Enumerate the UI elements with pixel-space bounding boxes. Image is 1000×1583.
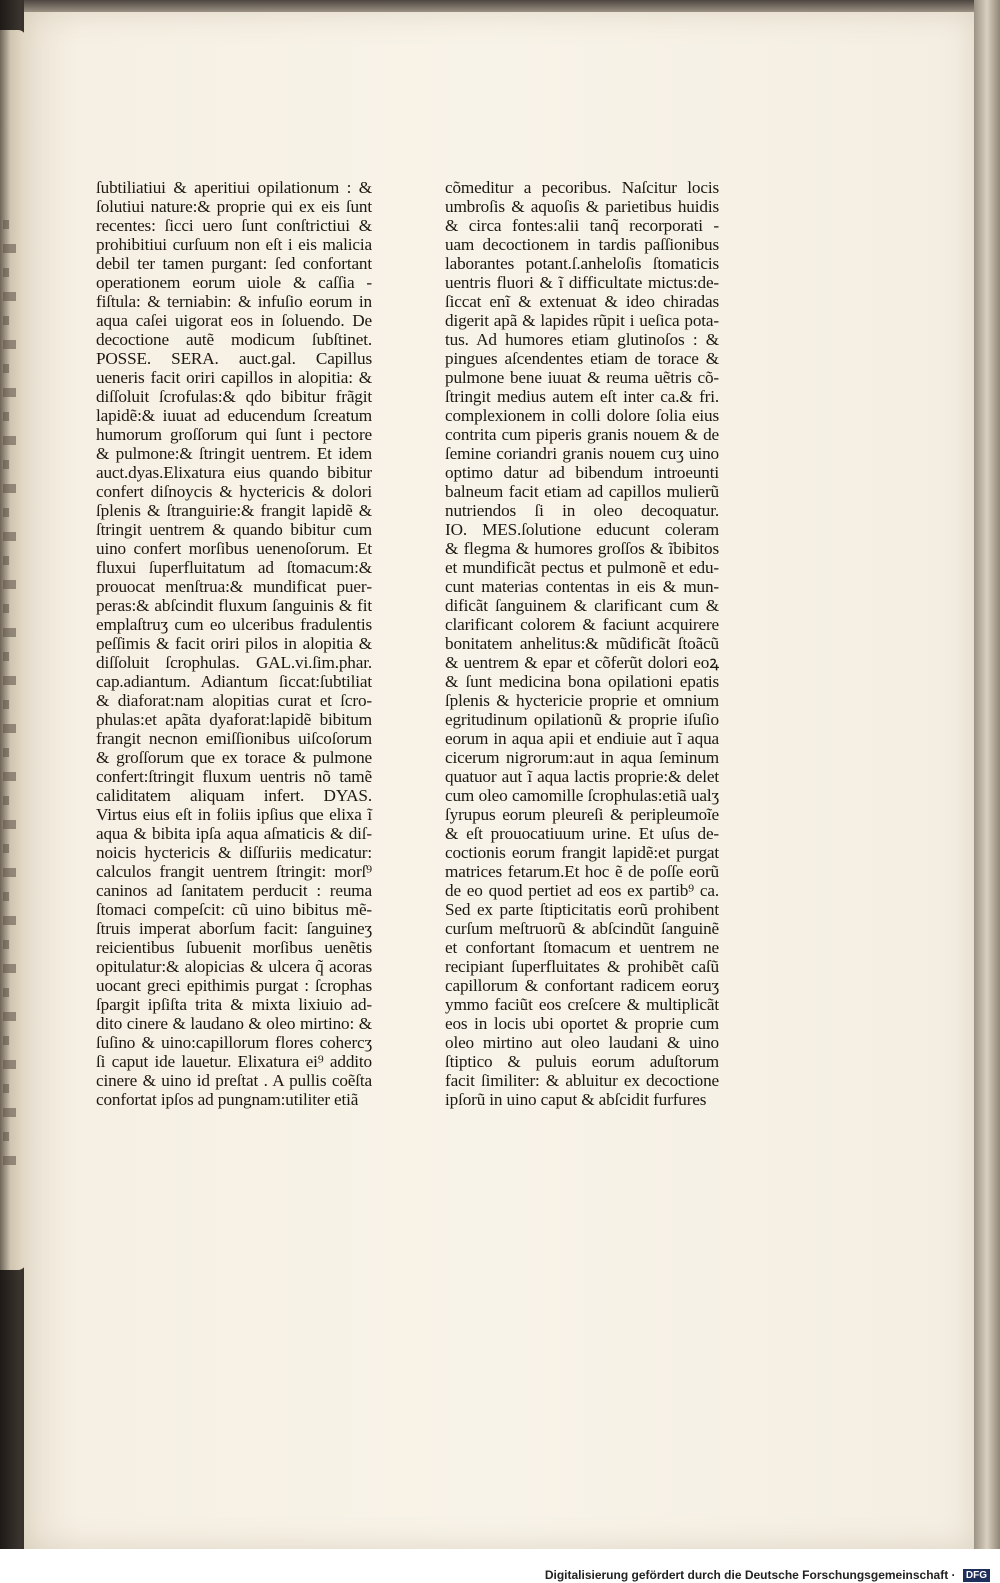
text-line: uentris fluori & ĩ difficultate mictus:de‑	[445, 273, 719, 292]
facing-page-text-fragment	[3, 556, 9, 565]
facing-page-text-fragment	[3, 964, 16, 973]
text-line: umbroſis & aquoſis & parietibus huidis	[445, 197, 719, 216]
text-line: laborantes potant.ſ.anheloſis ſtomaticis	[445, 254, 719, 273]
facing-page-text-fragment	[3, 316, 9, 325]
facing-page-text-fragment	[3, 1084, 9, 1093]
text-line: ueneris facit oriri capillos in alopitia: &	[96, 368, 372, 387]
digitization-credit	[545, 1568, 990, 1582]
facing-page-text-fragment	[3, 868, 16, 877]
text-line: eorum in aqua apii et endiuie aut ĩ aqua	[445, 729, 719, 748]
text-line: egritudinum opilationũ & proprie iſuſio	[445, 710, 719, 729]
right-text-column	[445, 178, 719, 1109]
text-line: balneum facit etiam ad capillos mulierũ	[445, 482, 719, 501]
text-line: ſpargit ipſiſta trita & mixta lixiuio ad‑	[96, 995, 372, 1014]
text-line: aqua & bibita ipſa aqua aſmaticis & diſ‑	[96, 824, 372, 843]
facing-page-text-fragment	[3, 268, 9, 277]
text-line: confortat ipſos ad pungnam:utiliter etiã	[96, 1090, 359, 1109]
text-line: ſtomaci compeſcit: cũ uino bibitus mẽ‑	[96, 900, 372, 919]
facing-page-text-fragment	[3, 796, 9, 805]
text-line: cap.adiantum. Adiantum ſiccat:ſubtiliat	[96, 672, 372, 691]
text-line: eos in locis ubi oportet & proprie cum	[445, 1014, 719, 1033]
text-line: uocant greci epithimis purgat : ſcrophas	[96, 976, 372, 995]
facing-page-text-fragment	[3, 292, 16, 301]
text-line: decoctione autẽ modicum ſubſtinet.	[96, 330, 372, 349]
text-line: & pulmone:& ſtringit uentrem. Et idem	[96, 444, 372, 463]
text-line: ſtruis imperat aborſum facit: ſanguineʒ	[96, 919, 372, 938]
text-line: auct.dyas.Elixatura eius quando bibitur	[96, 463, 372, 482]
text-line: complexionem in colli dolore ſolia eius	[445, 406, 719, 425]
text-line: de eo quod pertiet ad eos ex partib⁹ ca.	[445, 881, 719, 900]
facing-page-text-fragment	[3, 364, 9, 373]
facing-page-text-fragment	[3, 1132, 9, 1141]
text-line: & circa fontes:alii tanq̃ recorporati ‑	[445, 216, 719, 235]
text-line: tus. Ad humores etiam glutinoſos : &	[445, 330, 719, 349]
text-line: capillorum & confortant radicem eoruʒ	[445, 976, 719, 995]
text-line: uino confert morſibus uenenoſorum. Et	[96, 539, 372, 558]
facing-page-text-fragment	[3, 748, 9, 757]
text-line: & ſunt medicina bona opilationi epatis	[445, 672, 719, 691]
text-line: recipiant ſuperfluitates & prohibẽt caſũ	[445, 957, 719, 976]
text-line: cunt materias contentas in eis & mun‑	[445, 577, 719, 596]
text-line: pingues aſcendentes etiam de torace &	[445, 349, 719, 368]
text-line: peſſimis & facit oriri pilos in alopitia &	[96, 634, 372, 653]
facing-page-text-fragment	[3, 532, 16, 541]
text-line: ſyrupus eorum pleureſi & peripleumoĩe	[445, 805, 719, 824]
text-line: & groſſorum que ex torace & pulmone	[96, 748, 372, 767]
book-right-edge	[974, 0, 1000, 1549]
credit-text: Digitalisierung gefördert durch die Deutsche Forschungsgemeinschaft ·	[544, 1568, 956, 1582]
text-line: facit ſimiliter: & abluitur ex decoctione	[445, 1071, 719, 1090]
facing-page-text-fragment	[3, 724, 16, 733]
facing-page-text-fragment	[3, 580, 16, 589]
left-text-column	[96, 178, 372, 1109]
facing-page-text-fragment	[3, 1012, 16, 1021]
facing-page-text-fragment	[3, 220, 9, 229]
text-line: humorum groſſorum qui ſunt i pectore	[96, 425, 372, 444]
text-line: ſtringit medius autem eſt inter ca.& fri.	[445, 387, 719, 406]
text-line: nutriendos ſi in oleo decoquatur.	[445, 501, 719, 520]
text-line: aqua caſei uigorat eos in ſoluendo. De	[96, 311, 372, 330]
facing-page-text-fragment	[3, 820, 16, 829]
facing-page-text-fragment	[3, 1108, 16, 1117]
facing-page-text-fragment	[3, 508, 9, 517]
text-line: et mundificãt pectus et pulmonẽ et edu‑	[445, 558, 719, 577]
text-line: Virtus eius eſt in foliis ipſius que elixa ĩ	[96, 805, 372, 824]
text-line: coctionis eorum frangit lapidẽ:et purgat	[445, 843, 719, 862]
text-line: digerit apã & lapides rũpit i ueſica pota‑	[445, 311, 719, 330]
text-line: noicis hyctericis & diſſuriis medicatur:	[96, 843, 372, 862]
text-line: ymmo faciũt eos creſcere & multiplicãt	[445, 995, 719, 1014]
text-line: diſſoluit ſcrofulas:& qdo bibitur frãgit	[96, 387, 372, 406]
text-line: fiſtula: & terniabin: & infuſio eorum in	[96, 292, 372, 311]
text-line: operationem eorum uiole & caſſia ‑	[96, 273, 372, 292]
text-line: cinere & uino id preſtat . A pullis coẽſta	[96, 1071, 372, 1090]
text-line: lapidẽ:& iuuat ad educendum ſcreatum	[96, 406, 372, 425]
text-line: frangit necnon emiſſionibus uiſcoſorum	[96, 729, 372, 748]
text-line: peras:& abſcindit fluxum ſanguinis & fit	[96, 596, 372, 615]
text-line: contrita cum piperis granis nouem & de	[445, 425, 719, 444]
facing-page-text-fragment	[3, 892, 9, 901]
facing-page-text-fragment	[3, 1156, 16, 1165]
text-line: prohibitiui curſuum non eſt i eis malicia	[96, 235, 372, 254]
text-line: cicerum nigrorum:aut in aqua ſeminum	[445, 748, 719, 767]
text-line: Sed ex parte ſtipticitatis eorũ prohibent	[445, 900, 719, 919]
text-line: debil ter tamen purgant: ſed confortant	[96, 254, 372, 273]
text-line: & uentrem & epar et cõferũt dolori eoꝝ	[445, 653, 719, 672]
facing-page-text-fragment	[3, 940, 9, 949]
facing-page-text-fragment	[3, 340, 16, 349]
facing-page-text-fragment	[3, 436, 16, 445]
text-line: calculos frangit uentrem ſtringit: morſ⁹	[96, 862, 372, 881]
text-line: cõmeditur a pecoribus. Naſcitur locis	[445, 178, 719, 197]
text-line: curſum meſtruorũ & abſcindũt ſanguinẽ	[445, 919, 719, 938]
text-line: cum oleo camomille ſcrophulas:etiã ualʒ	[445, 786, 719, 805]
text-line: ſemine coriandri granis nouem cuʒ uino	[445, 444, 719, 463]
facing-page-text-fragment	[3, 772, 16, 781]
text-line: ſuſino & uino:capillorum flores cohercʒ	[96, 1033, 372, 1052]
facing-page-text-fragment	[3, 628, 16, 637]
facing-page-text-fragment	[3, 460, 9, 469]
text-line: ſtiptico & puluis eorum aduſtorum	[445, 1052, 719, 1071]
facing-page-text-fragment	[3, 652, 9, 661]
facing-page-text-fragment	[3, 604, 9, 613]
text-line: prouocat menſtrua:& mundificat puer‑	[96, 577, 372, 596]
text-line: ſplenis & hyctericie proprie et omnium	[445, 691, 719, 710]
text-line: confert diſnoycis & hyctericis & dolori	[96, 482, 372, 501]
text-line: reicientibus ſubuenit morſibus uenẽtis	[96, 938, 372, 957]
facing-page-text-fragment	[3, 700, 9, 709]
facing-page-text-fragment	[3, 1036, 9, 1045]
dfg-logo: DFG	[963, 1569, 990, 1582]
text-line: diſſoluit ſcrophulas. GAL.vi.ſim.phar.	[96, 653, 372, 672]
text-line: ipſorũ in uino caput & abſcidit furfures	[445, 1090, 707, 1109]
text-line: IO. MES.ſolutione educunt coleram	[445, 520, 719, 539]
text-line: ſiccat enĩ & extenuat & ideo chiradas	[445, 292, 719, 311]
facing-page-text-fragment	[3, 1060, 16, 1069]
facing-page-text-fragment	[3, 844, 9, 853]
text-line: clarificant colorem & faciunt acquirere	[445, 615, 719, 634]
text-line: ſolutiui nature:& proprie qui ex eis ſunt	[96, 197, 372, 216]
text-line: pulmone bene iuuat & reuma uẽtris cõ‑	[445, 368, 719, 387]
text-line: & eſt prouocatiuum urine. Et uſus de‑	[445, 824, 719, 843]
text-line: ſi caput ide lauetur. Elixatura ei⁹ addito	[96, 1052, 372, 1071]
text-line: phulas:et apãta dyaforat:lapidẽ bibitum	[96, 710, 372, 729]
book-top-edge	[24, 0, 1000, 12]
text-line: ſtringit uentrem & quando bibitur cum	[96, 520, 372, 539]
facing-page-text-fragment	[3, 388, 16, 397]
facing-page-text-fragment	[3, 484, 16, 493]
text-line: confert:ſtringit fluxum uentris nõ tamẽ	[96, 767, 372, 786]
text-line: uam decoctionem in tardis paſſionibus	[445, 235, 719, 254]
text-line: bonitatem anhelitus:& mũdificãt ſtoãcũ	[445, 634, 719, 653]
text-line: caninos ad ſanitatem perducit : reuma	[96, 881, 372, 900]
text-line: opitulatur:& alopicias & ulcera q̃ acoras	[96, 957, 372, 976]
text-line: & flegma & humores groſſos & ĩbibitos	[445, 539, 719, 558]
text-line: ſubtiliatiui & aperitiui opilationum : &	[96, 178, 372, 197]
text-line: oleo mirtino aut oleo laudani & uino	[445, 1033, 719, 1052]
facing-page-edge	[0, 30, 26, 1270]
text-line: recentes: ſicci uero ſunt conſtrictiui &	[96, 216, 372, 235]
facing-page-text-fragment	[3, 244, 16, 253]
facing-page-text-fragment	[3, 676, 16, 685]
text-line: emplaſtruʒ cum eo ulceribus fradulentis	[96, 615, 372, 634]
text-line: POSSE. SERA. auct.gal. Capillus	[96, 349, 372, 368]
text-line: dito cinere & laudano & oleo mirtino: &	[96, 1014, 372, 1033]
facing-page-text-fragment	[3, 916, 16, 925]
text-line: & diaforat:nam alopitias curat et ſcro‑	[96, 691, 372, 710]
text-line: quatuor aut ĩ aqua lactis proprie:& delet	[445, 767, 719, 786]
text-line: fluxui ſuperfluitatum ad ſtomacum:&	[96, 558, 372, 577]
text-line: et confortant ſtomacum et uentrem ne	[445, 938, 719, 957]
text-line: optimo datur ad bibendum introeunti	[445, 463, 719, 482]
facing-page-text-fragment	[3, 412, 9, 421]
text-line: caliditatem aliquam infert. DYAS.	[96, 786, 372, 805]
text-line: dificãt ſanguinem & clarificant cum &	[445, 596, 719, 615]
facing-page-text-fragment	[3, 988, 9, 997]
text-line: matrices fetarum.Et hoc ẽ de poſſe eorũ	[445, 862, 719, 881]
text-line: ſplenis & ſtranguirie:& frangit lapidẽ &	[96, 501, 372, 520]
